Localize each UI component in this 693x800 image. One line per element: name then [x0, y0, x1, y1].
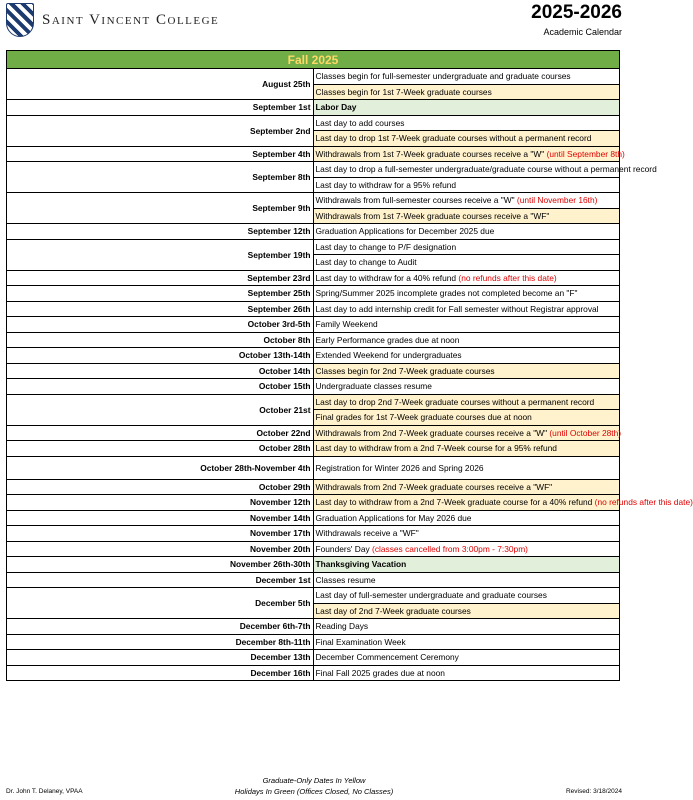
event-date: September 12th	[7, 224, 314, 240]
event-text: Withdrawals from 2nd 7-Week graduate courses receive a "W"	[315, 427, 550, 438]
event-text: Thanksgiving Vacation	[315, 559, 407, 570]
event-description	[313, 526, 620, 542]
calendar-row	[7, 348, 620, 364]
event-text: Classes resume	[315, 574, 376, 585]
event-text: Founders' Day	[315, 543, 373, 554]
event-description	[313, 441, 620, 457]
calendar-row	[7, 665, 620, 681]
footer-revised: Revised: 3/18/2024	[565, 788, 622, 795]
event-date: September 1st	[7, 100, 314, 116]
calendar-row	[7, 69, 620, 85]
calendar-row	[7, 301, 620, 317]
event-text: December Commencement Ceremony	[315, 652, 459, 663]
event-date: December 1st	[7, 572, 314, 588]
event-description	[313, 456, 620, 479]
event-text: Last day of full-semester undergraduate and graduate courses	[315, 590, 547, 601]
calendar-row	[7, 495, 620, 511]
event-date: December 6th-7th	[7, 619, 314, 635]
event-date: December 5th	[7, 588, 314, 619]
calendar-row	[7, 270, 620, 286]
event-description	[313, 239, 620, 255]
calendar-row	[7, 510, 620, 526]
event-description	[313, 541, 620, 557]
event-date: December 8th-11th	[7, 634, 314, 650]
calendar-row	[7, 425, 620, 441]
calendar-row	[7, 317, 620, 333]
event-date: September 9th	[7, 193, 314, 224]
event-date: September 26th	[7, 301, 314, 317]
event-text: Final Fall 2025 grades due at noon	[315, 667, 445, 678]
event-description	[313, 162, 657, 178]
event-description	[313, 603, 620, 619]
calendar-row	[7, 526, 620, 542]
event-description	[313, 650, 620, 666]
calendar-subtitle: Academic Calendar	[543, 27, 622, 37]
legend-graduate: Graduate-Only Dates In Yellow	[262, 776, 366, 785]
event-description	[313, 193, 620, 209]
event-description	[313, 572, 620, 588]
event-description	[313, 665, 620, 681]
event-description	[313, 332, 620, 348]
section-title: Fall 2025	[7, 51, 620, 69]
event-description	[313, 286, 620, 302]
event-text: Last day to withdraw from a 2nd 7-Week graduate course for a 40% refund	[315, 497, 595, 508]
section-title-row	[7, 51, 620, 69]
event-text: Reading Days	[315, 621, 369, 632]
calendar-row	[7, 286, 620, 302]
event-text: Last day to drop 1st 7-Week graduate courses without a permanent record	[315, 133, 592, 144]
event-date: October 21st	[7, 394, 314, 425]
event-description	[313, 495, 693, 511]
event-description	[313, 69, 620, 85]
event-text: Last day to withdraw from a 2nd 7-Week course for a 95% refund	[315, 443, 557, 454]
event-text: Withdrawals from full-semester courses receive a "W"	[315, 195, 517, 206]
event-date: December 13th	[7, 650, 314, 666]
event-date: November 26th-30th	[7, 557, 314, 573]
calendar-year: 2025-2026	[531, 2, 622, 23]
event-text: Labor Day	[315, 102, 357, 113]
event-date: October 8th	[7, 332, 314, 348]
event-text: Last day to drop 2nd 7-Week graduate courses without a permanent record	[315, 396, 595, 407]
event-description	[313, 510, 620, 526]
calendar-row	[7, 634, 620, 650]
event-date: October 13th-14th	[7, 348, 314, 364]
calendar-row	[7, 224, 620, 240]
event-text: Classes begin for full-semester undergraduate and graduate courses	[315, 71, 571, 82]
calendar-row	[7, 619, 620, 635]
event-description	[313, 634, 620, 650]
event-date: September 4th	[7, 146, 314, 162]
footer-legend	[200, 775, 428, 797]
event-text: Last day to withdraw for a 95% refund	[315, 179, 457, 190]
calendar-row	[7, 332, 620, 348]
event-text: Graduation Applications for May 2026 due	[315, 512, 472, 523]
event-text: Graduation Applications for December 2025 due	[315, 226, 495, 237]
event-text: Early Performance grades due at noon	[315, 334, 460, 345]
event-text: Withdrawals from 1st 7-Week graduate courses receive a "W"	[315, 148, 547, 159]
event-text: Classes begin for 1st 7-Week graduate courses	[315, 86, 492, 97]
event-date: October 22nd	[7, 425, 314, 441]
calendar-row	[7, 588, 620, 604]
event-date: November 14th	[7, 510, 314, 526]
event-description	[313, 301, 620, 317]
event-date: September 25th	[7, 286, 314, 302]
event-description	[313, 394, 620, 410]
event-text: Last day to withdraw for a 40% refund	[315, 272, 459, 283]
event-description	[313, 255, 620, 271]
legend-holidays: Holidays In Green (Offices Closed, No Classes)	[234, 787, 394, 796]
event-text: Registration for Winter 2026 and Spring 2026	[315, 462, 484, 473]
event-date: September 8th	[7, 162, 314, 193]
college-logo	[6, 2, 219, 38]
event-description	[313, 317, 620, 333]
event-description	[313, 557, 620, 573]
event-note: (until October 28th)	[549, 427, 622, 438]
academic-calendar-table	[6, 50, 693, 681]
event-note: (until November 16th)	[516, 195, 598, 206]
event-text: Last day of 2nd 7-Week graduate courses	[315, 605, 471, 616]
event-note: (until September 8th)	[546, 148, 625, 159]
event-description	[313, 146, 625, 162]
event-description	[313, 363, 620, 379]
event-text: Last day to drop a full-semester undergraduate/graduate course without a permanent record	[315, 164, 657, 175]
event-text: Last day to change to Audit	[315, 257, 417, 268]
event-description	[313, 348, 620, 364]
event-note: (no refunds after this date)	[458, 272, 557, 283]
calendar-row	[7, 394, 620, 410]
event-description	[313, 270, 620, 286]
college-shield-icon	[6, 3, 34, 37]
calendar-row	[7, 162, 620, 178]
event-description	[313, 177, 620, 193]
event-date: September 2nd	[7, 115, 314, 146]
calendar-row	[7, 363, 620, 379]
event-description	[313, 588, 620, 604]
event-text: Withdrawals from 1st 7-Week graduate courses receive a "WF"	[315, 210, 550, 221]
calendar-row	[7, 541, 620, 557]
event-text: Extended Weekend for undergraduates	[315, 350, 462, 361]
event-text: Withdrawals from 2nd 7-Week graduate courses receive a "WF"	[315, 481, 553, 492]
event-description	[313, 379, 620, 395]
calendar-row	[7, 115, 620, 131]
calendar-row	[7, 146, 620, 162]
event-description	[313, 410, 620, 426]
event-description	[313, 84, 620, 100]
event-note: (classes cancelled from 3:00pm - 7:30pm)	[372, 543, 528, 554]
calendar-row	[7, 379, 620, 395]
event-date: November 17th	[7, 526, 314, 542]
event-date: November 20th	[7, 541, 314, 557]
event-date: October 3rd-5th	[7, 317, 314, 333]
footer-author: Dr. John T. Delaney, VPAA	[6, 788, 83, 795]
event-date: October 28th-November 4th	[7, 456, 314, 479]
event-text: Last day to add internship credit for Fall semester without Registrar approval	[315, 303, 599, 314]
event-text: Final Examination Week	[315, 636, 406, 647]
event-note: (no refunds after this date)	[594, 497, 693, 508]
event-description	[313, 100, 620, 116]
calendar-row	[7, 239, 620, 255]
event-date: September 19th	[7, 239, 314, 270]
event-date: October 15th	[7, 379, 314, 395]
event-text: Final grades for 1st 7-Week graduate courses due at noon	[315, 412, 532, 423]
calendar-row	[7, 456, 620, 479]
calendar-row	[7, 100, 620, 116]
event-date: August 25th	[7, 69, 314, 100]
event-date: November 12th	[7, 495, 314, 511]
event-text: Classes begin for 2nd 7-Week graduate courses	[315, 365, 495, 376]
event-text: Last day to change to P/F designation	[315, 241, 457, 252]
calendar-row	[7, 650, 620, 666]
calendar-row	[7, 441, 620, 457]
calendar-row	[7, 193, 620, 209]
event-date: December 16th	[7, 665, 314, 681]
event-text: Family Weekend	[315, 319, 378, 330]
event-text: Undergraduate classes resume	[315, 381, 432, 392]
event-date: October 14th	[7, 363, 314, 379]
calendar-row	[7, 572, 620, 588]
event-description	[313, 131, 620, 147]
event-description	[313, 619, 620, 635]
event-date: October 29th	[7, 479, 314, 495]
event-description	[313, 208, 620, 224]
event-text: Last day to add courses	[315, 117, 405, 128]
event-description	[313, 479, 620, 495]
event-date: October 28th	[7, 441, 314, 457]
event-description	[313, 425, 620, 441]
event-text: Withdrawals receive a "WF"	[315, 528, 419, 539]
event-text: Spring/Summer 2025 incomplete grades not completed become an "F"	[315, 288, 578, 299]
event-description	[313, 115, 620, 131]
calendar-row	[7, 557, 620, 573]
event-description	[313, 224, 620, 240]
event-date: September 23rd	[7, 270, 314, 286]
calendar-row	[7, 479, 620, 495]
college-name: Saint Vincent College	[42, 11, 220, 28]
